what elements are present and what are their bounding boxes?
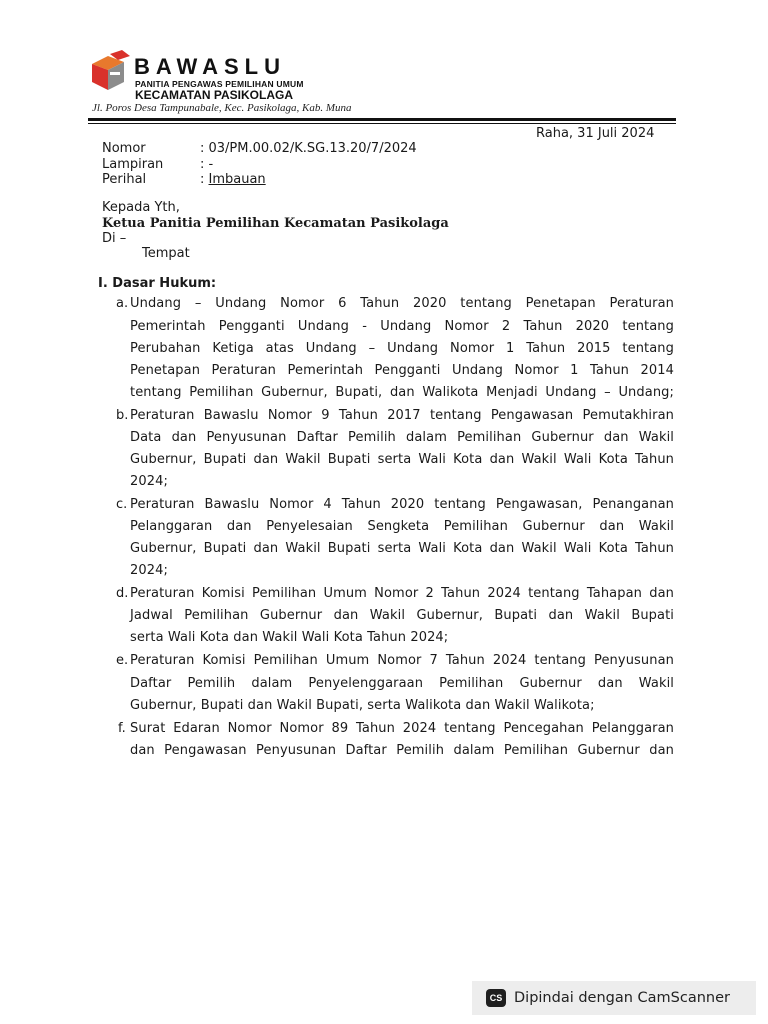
meta-value-perihal — [200, 172, 266, 187]
camscanner-icon: CS — [486, 989, 506, 1007]
meta-label-nomor: Nomor — [102, 141, 146, 156]
perihal-subject: Imbauan — [208, 172, 266, 187]
item-letter-c: c. — [116, 497, 128, 512]
recipient-place: Tempat — [142, 246, 190, 261]
item-letter-a: a. — [116, 296, 129, 311]
org-address: Jl. Poros Desa Tampunabale, Kec. Pasikolaga, Kab. Muna — [92, 102, 352, 114]
place-date: Raha, 31 Juli 2024 — [536, 126, 655, 141]
item-d-line: Jadwal Pemilihan Gubernur dan Wakil Gubernur, Bupati dan Wakil Bupati — [130, 608, 674, 623]
item-d-line: Peraturan Komisi Pemilihan Umum Nomor 2 Tahun 2024 tentang Tahapan dan — [130, 586, 674, 601]
recipient-greeting: Kepada Yth, — [102, 200, 180, 215]
item-c-line: Gubernur, Bupati dan Wakil Bupati serta Wali Kota dan Wakil Wali Kota Tahun — [130, 541, 674, 556]
item-letter-b: b. — [116, 408, 129, 423]
item-e-line: Gubernur, Bupati dan Wakil Bupati, serta Walikota dan Wakil Walikota; — [130, 698, 595, 713]
item-f-line: dan Pengawasan Penyusunan Daftar Pemilih dalam Pemilihan Gubernur dan — [130, 743, 674, 758]
org-name: BAWASLU — [134, 54, 286, 79]
item-b-line: Peraturan Bawaslu Nomor 9 Tahun 2017 tentang Pengawasan Pemutakhiran — [130, 408, 674, 423]
perihal-prefix: : — [200, 172, 209, 187]
org-subtitle: PANITIA PENGAWAS PEMILIHAN UMUM — [135, 79, 304, 89]
item-b-line: Gubernur, Bupati dan Wakil Bupati serta Wali Kota dan Wakil Wali Kota Tahun — [130, 452, 674, 467]
meta-value-nomor: : 03/PM.00.02/K.SG.13.20/7/2024 — [200, 141, 417, 156]
item-a-line: Pemerintah Pengganti Undang - Undang Nomor 2 Tahun 2020 tentang — [130, 319, 674, 334]
item-c-line: 2024; — [130, 563, 168, 578]
item-a-line: Undang – Undang Nomor 6 Tahun 2020 tentang Penetapan Peraturan — [130, 296, 674, 311]
letterhead-rule-thin — [88, 123, 676, 124]
camscanner-text: Dipindai dengan CamScanner — [514, 990, 731, 1006]
letterhead-rule — [88, 118, 676, 121]
item-letter-e: e. — [116, 653, 129, 668]
recipient-di: Di – — [102, 231, 127, 246]
camscanner-watermark — [472, 981, 756, 1015]
meta-value-lampiran: : - — [200, 157, 214, 172]
bawaslu-logo — [86, 50, 136, 94]
section-title: I. Dasar Hukum: — [98, 276, 217, 291]
meta-label-perihal: Perihal — [102, 172, 147, 187]
item-a-line: Perubahan Ketiga atas Undang – Undang Nomor 1 Tahun 2015 tentang — [130, 341, 674, 356]
item-d-line: serta Wali Kota dan Wakil Wali Kota Tahun 2024; — [130, 630, 449, 645]
meta-label-lampiran: Lampiran — [102, 157, 164, 172]
item-c-line: Peraturan Bawaslu Nomor 4 Tahun 2020 tentang Pengawasan, Penanganan — [130, 497, 674, 512]
item-c-line: Pelanggaran dan Penyelesaian Sengketa Pemilihan Gubernur dan Wakil — [130, 519, 674, 534]
item-e-line: Peraturan Komisi Pemilihan Umum Nomor 7 Tahun 2024 tentang Penyusunan — [130, 653, 674, 668]
item-e-line: Daftar Pemilih dalam Penyelenggaraan Pemilihan Gubernur dan Wakil — [130, 676, 674, 691]
recipient-name: Ketua Panitia Pemilihan Kecamatan Pasikolaga — [102, 216, 449, 231]
item-b-line: 2024; — [130, 474, 168, 489]
item-b-line: Data dan Penyusunan Daftar Pemilih dalam Pemilihan Gubernur dan Wakil — [130, 430, 674, 445]
org-district: KECAMATAN PASIKOLAGA — [135, 88, 293, 102]
item-letter-f: f. — [118, 721, 126, 736]
item-letter-d: d. — [116, 586, 129, 601]
item-a-line: tentang Pemilihan Gubernur, Bupati, dan Walikota Menjadi Undang – Undang; — [130, 385, 674, 400]
item-a-line: Penetapan Peraturan Pemerintah Pengganti Undang Nomor 1 Tahun 2014 — [130, 363, 674, 378]
item-f-line: Surat Edaran Nomor Nomor 89 Tahun 2024 tentang Pencegahan Pelanggaran — [130, 721, 674, 736]
